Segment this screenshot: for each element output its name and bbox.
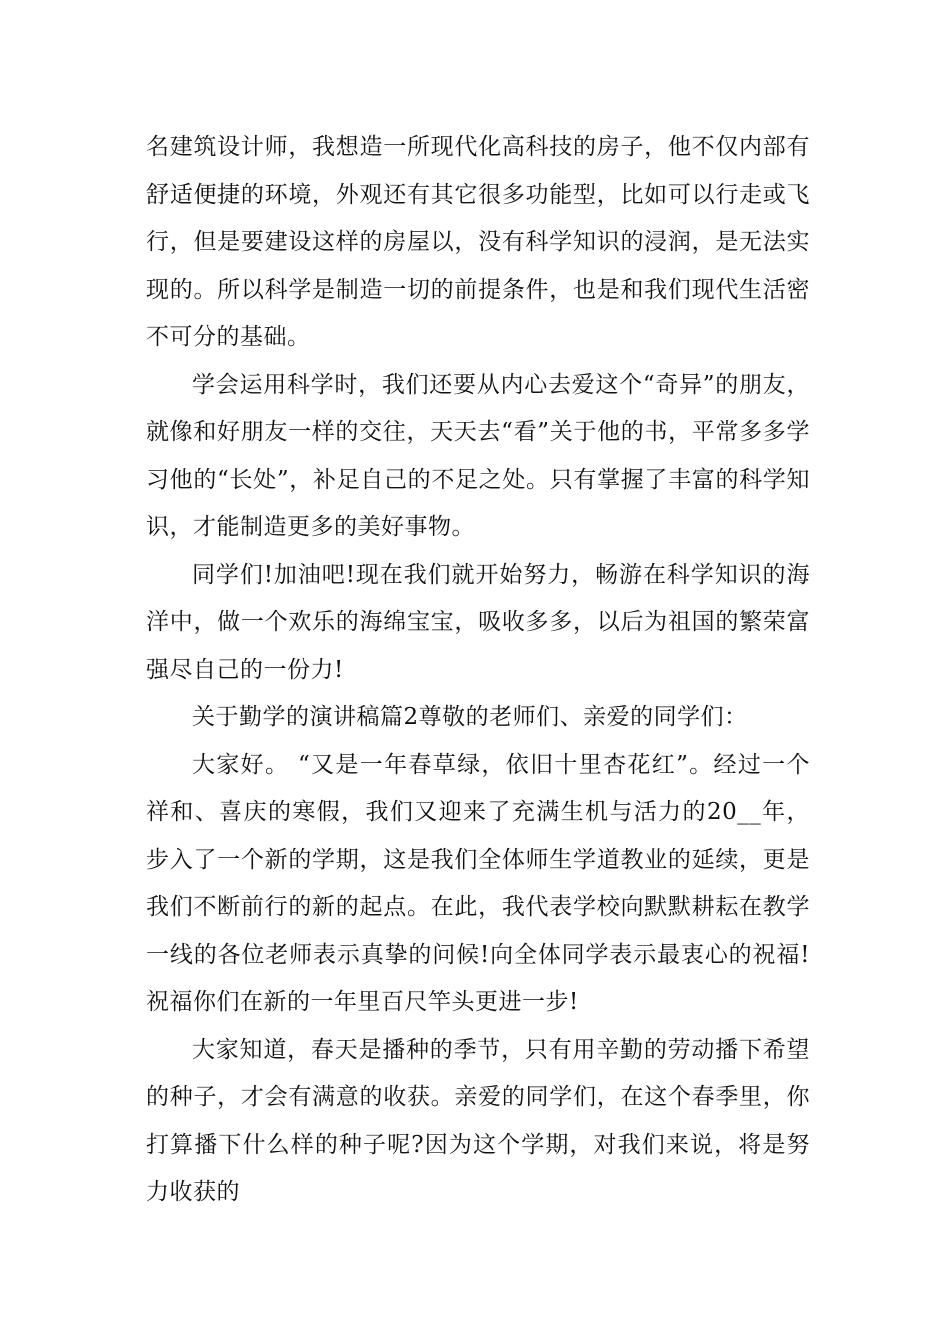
paragraph-5: 大家好。 “又是一年春草绿，依旧十里杏花红”。经过一个祥和、喜庆的寒假，我们又迎来了充满生机与活力的20__年，步入了一个新的学期，这是我们全体师生学道教业的延续，更是我们不断前行的新的起点。在此，我代表学校向默默耕耘在教学一线的各位老师表示真挚的问候!向全体同学表示最衷心的祝福!祝福你们在新的一年里百尺竿头更进一步! bbox=[146, 751, 810, 1015]
speech-heading-line: 关于勤学的演讲稿篇2尊敬的老师们、亲爱的同学们： bbox=[192, 704, 748, 730]
paragraph-3: 同学们!加油吧!现在我们就开始努力，畅游在科学知识的海洋中，做一个欢乐的海绵宝宝，吸收多多，以后为祖国的繁荣富强尽自己的一份力! bbox=[146, 561, 810, 683]
paragraph-2: 学会运用科学时，我们还要从内心去爱这个“奇异”的朋友，就像和好朋友一样的交往，天天去“看”关于他的书，平常多多学习他的“长处”，补足自己的不足之处。只有掌握了丰富的科学知识，才能制造更多的美好事物。 bbox=[146, 371, 810, 540]
paragraph-1: 名建筑设计师，我想造一所现代化高科技的房子，他不仅内部有舒适便捷的环境，外观还有其它很多功能型，比如可以行走或飞行，但是要建设这样的房屋以，没有科学知识的浸润，是无法实现的。所以科学是制造一切的前提条件，也是和我们现代生活密不可分的基础。 bbox=[146, 134, 810, 350]
paragraph-6: 大家知道，春天是播种的季节，只有用辛勤的劳动播下希望的种子，才会有满意的收获。亲爱的同学们，在这个春季里，你打算播下什么样的种子呢?因为这个学期，对我们来说，将是努力收获的 bbox=[146, 1036, 810, 1205]
document-body bbox=[146, 124, 810, 1217]
